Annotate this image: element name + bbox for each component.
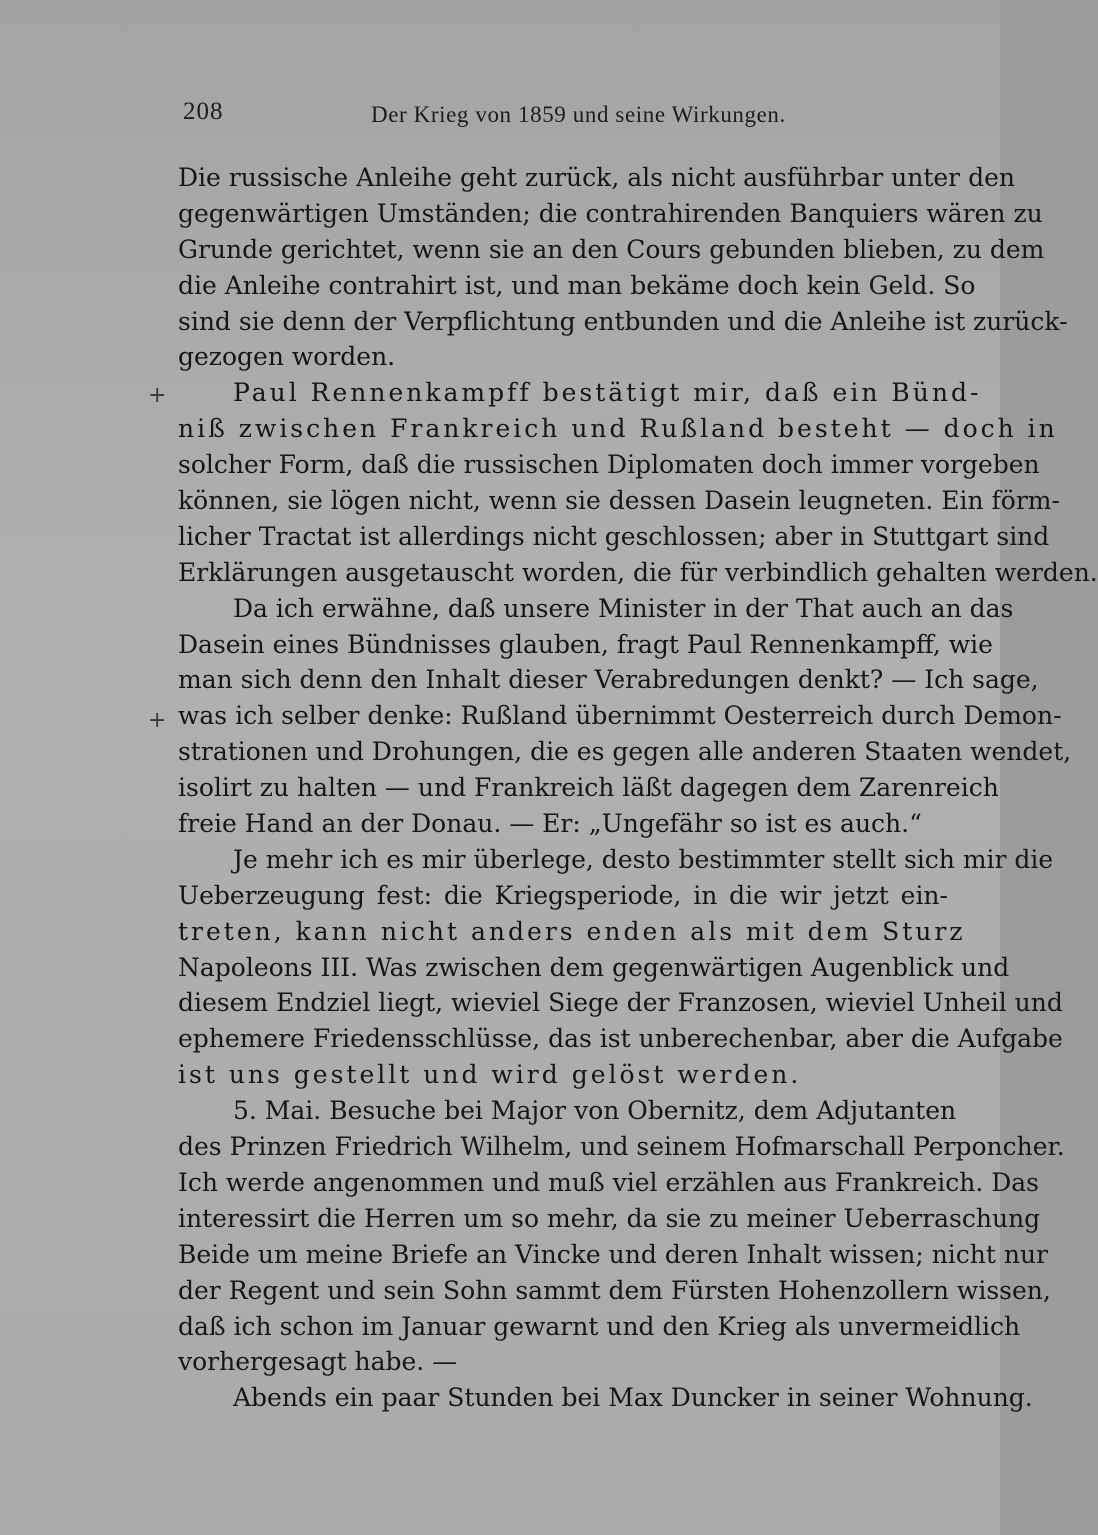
text-line: die Anleihe contrahirt ist, und man bekäme doch kein Geld. So: [178, 270, 976, 300]
text-line: Je mehr ich es mir überlege, desto bestimmter stellt sich mir die: [233, 844, 1054, 874]
text-line: gegenwärtigen Umständen; die contrahirenden Banquiers wären zu: [178, 198, 1043, 228]
text-line: interessirt die Herren um so mehr, da sie zu meiner Ueberraschung: [178, 1203, 1041, 1233]
text-line: strationen und Drohungen, die es gegen alle anderen Staaten wendet,: [178, 737, 1072, 767]
text-line: Ich werde angenommen und muß viel erzählen aus Frankreich. Das: [178, 1167, 1039, 1197]
text-line: gezogen worden.: [178, 342, 396, 372]
text-line: Die russische Anleihe geht zurück, als nicht ausführbar unter den: [178, 163, 1015, 192]
text-line: des Prinzen Friedrich Wilhelm, und seinem Hofmarschall Perponcher.: [178, 1132, 1065, 1162]
text-line: Da ich erwähne, daß unsere Minister in der That auch an das: [233, 593, 1014, 623]
text-line: 5. Mai. Besuche bei Major von Obernitz, dem Adjutanten: [233, 1096, 957, 1126]
text-line: Beide um meine Briefe an Vincke und deren Inhalt wissen; nicht nur: [178, 1239, 1049, 1269]
text-line: können, sie lögen nicht, wenn sie dessen Dasein leugneten. Ein förm-: [178, 486, 1060, 516]
text-line: diesem Endziel liegt, wieviel Siege der Franzosen, wieviel Unheil und: [178, 988, 1063, 1018]
body-text: [178, 160, 1098, 1416]
text-line: sind sie denn der Verpflichtung entbunden und die Anleihe ist zurück-: [178, 306, 1068, 336]
text-line: ist uns gestellt und wird gelöst werden.: [178, 1060, 802, 1090]
margin-mark: +: [148, 383, 167, 408]
text-line: vorhergesagt habe. —: [178, 1347, 458, 1377]
text-line: daß ich schon im Januar gewarnt und den Krieg als unvermeidlich: [178, 1311, 1021, 1341]
text-line: treten, kann nicht anders enden als mit dem Sturz: [178, 916, 966, 946]
text-line: Paul Rennenkampff bestätigt mir, daß ein Bünd-: [233, 378, 982, 408]
text-line: Abends ein paar Stunden bei Max Duncker in seiner Wohnung.: [233, 1383, 1033, 1413]
text-line: Dasein eines Bündnisses glauben, fragt Paul Rennenkampff, wie: [178, 629, 993, 659]
text-line: Napoleons III. Was zwischen dem gegenwärtigen Augenblick und: [178, 952, 1010, 982]
text-line: man sich denn den Inhalt dieser Verabredungen denkt? — Ich sage,: [178, 665, 1039, 695]
page-number: 208: [183, 98, 224, 125]
text-line: isolirt zu halten — und Frankreich läßt dagegen dem Zarenreich: [178, 773, 999, 803]
text-line: solcher Form, daß die russischen Diplomaten doch immer vorgeben: [178, 450, 1040, 480]
page-header: [183, 98, 786, 138]
text-line: licher Tractat ist allerdings nicht geschlossen; aber in Stuttgart sind: [178, 521, 1050, 551]
text-line: Erklärungen ausgetauscht worden, die für verbindlich gehalten werden.: [178, 557, 1098, 587]
text-line: niß zwischen Frankreich und Rußland besteht — doch in: [178, 414, 1058, 444]
text-line: Ueberzeugung fest: die Kriegsperiode, in die wir jetzt ein-: [178, 880, 948, 910]
text-line: freie Hand an der Donau. — Er: „Ungefähr so ist es auch.“: [178, 809, 922, 839]
running-head: Der Krieg von 1859 und seine Wirkungen.: [371, 102, 786, 127]
text-line: ephemere Friedensschlüsse, das ist unberechenbar, aber die Aufgabe: [178, 1024, 1063, 1054]
text-line: was ich selber denke: Rußland übernimmt Oesterreich durch Demon-: [178, 701, 1062, 731]
margin-mark: +: [148, 708, 167, 733]
text-line: Grunde gerichtet, wenn sie an den Cours gebunden blieben, zu dem: [178, 234, 1045, 264]
text-line: der Regent und sein Sohn sammt dem Fürsten Hohenzollern wissen,: [178, 1275, 1051, 1305]
